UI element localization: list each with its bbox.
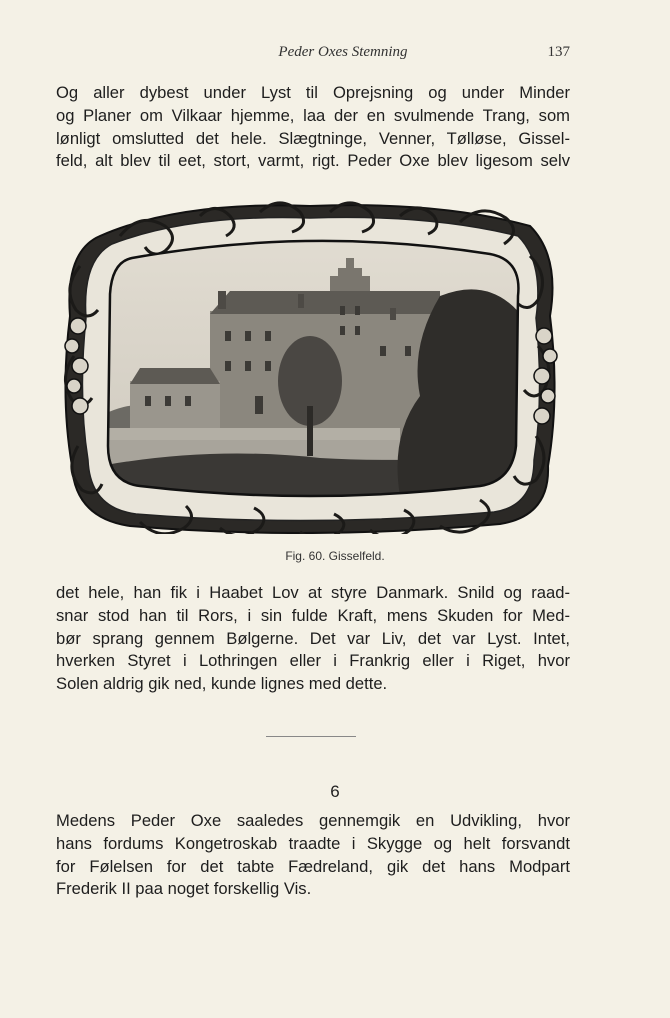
paragraph-3 (56, 810, 570, 901)
paragraph-line: Frederik II paa noget forskellig Vis. (56, 879, 312, 899)
paragraph-line: hans fordums Kongetroskab traadte i Skygge og helt forsvandt (56, 833, 570, 853)
paragraph-line: lønligt omslutted det hele. Slægtninge, Venner, Tølløse, Gissel- (56, 128, 570, 148)
gisselfeld-engraving (60, 196, 560, 534)
paragraph-line: bør sprang gennem Bølgerne. Det var Liv, det var Lyst. Intet, (56, 628, 570, 648)
castle-photo (100, 226, 530, 516)
section-divider (266, 736, 356, 737)
paragraph-line: Solen aldrig gik ned, kunde lignes med dette. (56, 674, 388, 694)
paragraph-line: hverken Styret i Lothringen eller i Frankrig eller i Riget, hvor (56, 651, 570, 671)
page-number: 137 (547, 44, 570, 60)
paragraph-line: snar stod han til Rors, i sin fulde Kraft, mens Skuden for Med- (56, 605, 570, 625)
paragraph-line: for Følelsen for det tabte Fædreland, gik det hans Modpart (56, 856, 570, 876)
figure-illustration (60, 196, 560, 534)
paragraph-2 (56, 582, 570, 696)
paragraph-line: og Planer om Vilkaar hjemme, laa der en svulmende Trang, som (56, 105, 570, 125)
paragraph-line: det hele, han fik i Haabet Lov at styre Danmark. Snild og raad- (56, 583, 570, 602)
section-number: 6 (330, 782, 340, 801)
paragraph-line: Og aller dybest under Lyst til Oprejsning og under Minder (56, 83, 570, 102)
running-head-title: Peder Oxes Stemning (278, 44, 408, 60)
running-head (56, 44, 570, 64)
paragraph-line: feld, alt blev til eet, stort, varmt, rigt. Peder Oxe blev ligesom selv (56, 151, 570, 171)
figure-caption: Fig. 60. Gisselfeld. (285, 549, 385, 563)
paragraph-line: Medens Peder Oxe saaledes gennemgik en Udvikling, hvor (56, 811, 570, 830)
paragraph-1 (56, 82, 570, 173)
